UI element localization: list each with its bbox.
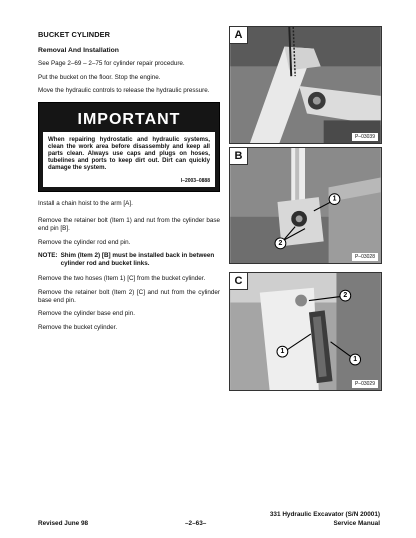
- manual-name: Service Manual: [333, 519, 380, 527]
- note: [38, 252, 220, 267]
- callout-label: 1: [280, 348, 285, 356]
- figure-b: [229, 147, 382, 264]
- step: Remove the bucket cylinder.: [38, 323, 118, 331]
- footer-revision: Revised June 98: [38, 520, 89, 527]
- figure-c-photo: [230, 273, 381, 390]
- figure-a-photo: [230, 27, 381, 143]
- manual-model: 331 Hydraulic Excavator (S/N 20001): [269, 511, 380, 518]
- important-body-panel: [43, 132, 215, 187]
- subhead: Removal And Installation: [38, 47, 119, 54]
- figure-code: P–03039: [352, 133, 378, 141]
- step: Remove the cylinder base end pin.: [38, 310, 135, 318]
- figure-letter: A: [230, 27, 248, 44]
- footer-manual-title: [270, 511, 380, 528]
- step: Remove the two hoses (Item 1) [C] from the bucket cylinder.: [38, 275, 206, 283]
- page-number: –2–63–: [185, 520, 207, 527]
- figure-b-photo: [230, 148, 381, 263]
- important-code: I–2003–0888: [180, 177, 210, 184]
- callout-2: [340, 290, 351, 301]
- paragraph: Move the hydraulic controls to release the hydraulic pressure.: [38, 87, 210, 95]
- figure-letter: C: [230, 273, 248, 290]
- step: Remove the cylinder rod end pin.: [38, 238, 131, 246]
- important-heading: IMPORTANT: [77, 110, 181, 128]
- note-text: Shim (Item 2) [B] must be installed back in between cylinder rod and bucket links.: [60, 252, 215, 267]
- callout-label: 1: [353, 356, 358, 364]
- text-column: [38, 30, 220, 331]
- step: Install a chain hoist to the arm [A].: [38, 199, 133, 207]
- callout-1: [277, 346, 288, 357]
- callout-label: 2: [278, 239, 283, 247]
- important-box: [38, 102, 220, 192]
- callout-label: 2: [343, 292, 348, 300]
- step: Remove the retainer bolt (Item 1) and nut from the cylinder base end pin [B].: [38, 217, 220, 232]
- important-body: When repairing hydrostatic and hydraulic systems, clean the work area before disassembly and keep all parts clean. Always use caps and plugs on hoses, tubelines and ports to keep dirt out. Dirt can quickly damage the system.: [48, 135, 210, 171]
- callout-1: [329, 194, 340, 205]
- figure-c: [229, 272, 382, 391]
- note-label: NOTE:: [38, 252, 58, 260]
- section-title: BUCKET CYLINDER: [38, 30, 111, 39]
- figure-code: P–03029: [352, 380, 378, 388]
- figure-code: P–03028: [352, 253, 378, 261]
- callout-2: [275, 238, 286, 249]
- paragraph: Put the bucket on the floor. Stop the engine.: [38, 73, 161, 81]
- step: Remove the retainer bolt (Item 2) [C] and nut from the cylinder base end pin.: [38, 288, 220, 304]
- callout-label: 1: [332, 195, 337, 203]
- callout-1: [350, 354, 361, 365]
- figure-a: [229, 26, 382, 144]
- paragraph: See Page 2–69 – 2–75 for cylinder repair procedure.: [38, 60, 185, 67]
- figure-letter: B: [230, 148, 248, 165]
